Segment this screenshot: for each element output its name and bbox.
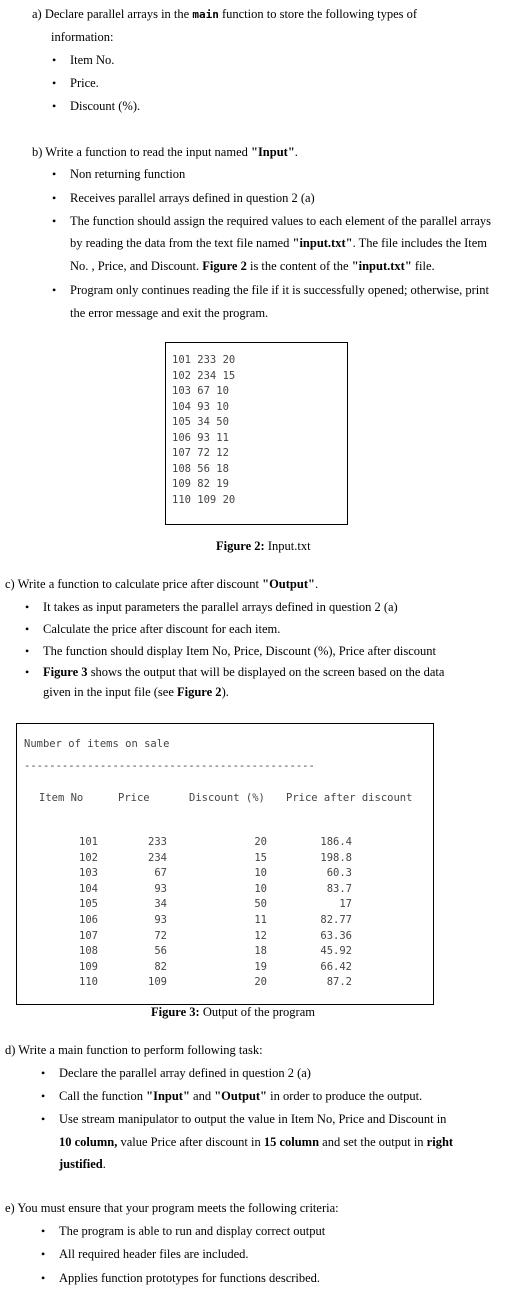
output-function-name: "Output" xyxy=(262,577,315,591)
section-e-heading: e) You must ensure that your program meets the following criteria: xyxy=(5,1201,339,1215)
list-item: Price. xyxy=(70,76,99,90)
input-line: 109 82 19 xyxy=(172,478,229,490)
bullet-icon: • xyxy=(52,167,57,181)
list-item: Use stream manipulator to output the value in Item No, Price and Discount in xyxy=(59,1112,447,1126)
text: and xyxy=(189,1089,215,1103)
text: is the content of the xyxy=(246,259,352,273)
bullet-icon: • xyxy=(41,1224,46,1238)
list-item: The function should display Item No, Price, Discount (%), Price after discount xyxy=(43,644,436,658)
cell-item-no: 103 xyxy=(79,867,98,880)
cell-price-after-discount: 17 xyxy=(339,898,352,911)
bold-text: "input.txt" xyxy=(351,259,412,273)
bold-text: Figure 3 xyxy=(43,665,88,679)
cell-price: 34 xyxy=(154,898,167,911)
output-title: Number of items on sale xyxy=(24,738,170,750)
input-line: 107 72 12 xyxy=(172,447,229,459)
list-item: Declare the parallel array defined in question 2 (a) xyxy=(59,1066,311,1080)
text: . xyxy=(314,577,319,591)
cell-discount: 20 xyxy=(254,836,267,848)
column-header-item-no: Item No xyxy=(39,792,84,804)
bullet-icon: • xyxy=(41,1066,46,1080)
cell-item-no: 101 xyxy=(79,836,98,848)
bullet-icon: • xyxy=(52,191,57,205)
list-item-continuation xyxy=(59,1157,106,1172)
cell-price-after-discount: 83.7 xyxy=(326,882,352,895)
list-item: Program only continues reading the file if it is successfully opened; otherwise, print xyxy=(70,283,490,297)
text: Call the function xyxy=(59,1089,147,1103)
section-c-heading xyxy=(5,577,318,592)
figure-2-caption xyxy=(216,539,311,554)
cell-discount: 15 xyxy=(254,851,267,864)
bullet-icon: • xyxy=(41,1271,46,1285)
text: by reading the data from the text file named xyxy=(70,236,293,250)
text: and set the output in xyxy=(319,1135,427,1149)
bullet-icon: • xyxy=(25,665,30,679)
caption-label: Figure 2: xyxy=(216,539,265,553)
separator-line: ---------------------------------------------- xyxy=(24,760,315,772)
bullet-icon: • xyxy=(25,644,30,658)
text: . The file includes the Item xyxy=(352,236,488,250)
cell-discount: 18 xyxy=(254,945,267,958)
cell-price: 72 xyxy=(154,929,167,942)
bold-text: right xyxy=(426,1135,454,1149)
column-header-price-after-discount: Price after discount xyxy=(286,792,413,804)
cell-price-after-discount: 198.8 xyxy=(320,851,352,864)
cell-discount: 11 xyxy=(254,914,267,926)
input-line: 104 93 10 xyxy=(172,401,229,413)
cell-item-no: 104 xyxy=(79,882,98,895)
cell-item-no: 106 xyxy=(79,914,98,926)
cell-price-after-discount: 82.77 xyxy=(320,914,352,926)
input-line: 103 67 10 xyxy=(172,385,229,397)
cell-price: 56 xyxy=(154,945,167,958)
cell-item-no: 109 xyxy=(79,960,98,973)
cell-price: 67 xyxy=(154,867,167,880)
caption-text: Input.txt xyxy=(264,539,311,553)
bold-text: "input.txt" xyxy=(292,236,353,250)
cell-item-no: 108 xyxy=(79,945,98,958)
text: . xyxy=(294,145,298,159)
cell-price-after-discount: 60.3 xyxy=(326,867,352,880)
list-item: The program is able to run and display correct output xyxy=(59,1224,326,1238)
list-item: Item No. xyxy=(70,53,115,67)
bullet-icon: • xyxy=(41,1112,46,1126)
bold-text: Figure 2 xyxy=(177,685,222,699)
list-item-continuation: the error message and exit the program. xyxy=(70,306,269,320)
bullet-icon: • xyxy=(52,53,57,67)
cell-price: 93 xyxy=(154,882,167,895)
main-keyword: main xyxy=(192,8,219,21)
text: in order to produce the output. xyxy=(267,1089,423,1103)
input-line: 108 56 18 xyxy=(172,463,229,475)
bullet-icon: • xyxy=(25,600,30,614)
figure-3-box xyxy=(16,723,434,1005)
column-header-discount: Discount (%) xyxy=(189,792,265,804)
text: given in the input file (see xyxy=(43,685,177,699)
cell-item-no: 110 xyxy=(79,976,98,989)
list-item: Calculate the price after discount for each item. xyxy=(43,622,281,636)
section-b-heading xyxy=(32,145,298,160)
text: No. , Price, and Discount. xyxy=(70,259,203,273)
bullet-icon: • xyxy=(52,76,57,90)
cell-price: 82 xyxy=(154,960,167,973)
bullet-icon: • xyxy=(41,1089,46,1103)
cell-discount: 50 xyxy=(254,898,267,911)
list-item: Non returning function xyxy=(70,167,186,181)
bullet-icon: • xyxy=(25,622,30,636)
text: value Price after discount in xyxy=(117,1135,264,1149)
cell-discount: 10 xyxy=(254,867,267,880)
section-a-text-2: function to store the following types of xyxy=(218,7,418,21)
bold-text: Figure 2 xyxy=(202,259,247,273)
list-item: It takes as input parameters the parallel arrays defined in question 2 (a) xyxy=(43,600,398,614)
text: file. xyxy=(411,259,435,273)
list-item-continuation xyxy=(59,1135,453,1150)
section-a-text-1: a) Declare parallel arrays in the xyxy=(32,7,193,21)
bold-text: justified xyxy=(59,1157,103,1171)
cell-discount: 20 xyxy=(254,976,267,989)
bullet-icon: • xyxy=(52,99,57,113)
cell-discount: 19 xyxy=(254,960,267,973)
list-item xyxy=(59,1089,422,1104)
column-header-price: Price xyxy=(118,792,150,804)
list-item: Discount (%). xyxy=(70,99,141,113)
caption-label: Figure 3: xyxy=(151,1005,200,1019)
list-item: All required header files are included. xyxy=(59,1247,249,1261)
input-line: 102 234 15 xyxy=(172,370,236,382)
text: b) Write a function to read the input named xyxy=(32,145,251,159)
cell-discount: 10 xyxy=(254,882,267,895)
input-line: 110 109 20 xyxy=(172,494,236,506)
bold-text: "Output" xyxy=(214,1089,268,1103)
text: c) Write a function to calculate price after discount xyxy=(5,577,263,591)
cell-price-after-discount: 87.2 xyxy=(326,976,352,989)
list-item-continuation xyxy=(43,685,229,700)
section-a-text-3: information: xyxy=(51,30,114,44)
cell-item-no: 105 xyxy=(79,898,98,911)
cell-price-after-discount: 66.42 xyxy=(320,960,352,973)
input-line: 101 233 20 xyxy=(172,354,236,366)
caption-text: Output of the program xyxy=(199,1005,315,1019)
cell-price-after-discount: 45.92 xyxy=(320,945,352,958)
text: shows the output that will be displayed on the screen based on the data xyxy=(87,665,445,679)
text: ). xyxy=(221,685,229,699)
cell-price: 233 xyxy=(148,836,167,848)
cell-price: 234 xyxy=(148,851,167,864)
list-item-continuation xyxy=(70,259,435,274)
cell-price-after-discount: 186.4 xyxy=(320,836,352,848)
figure-2-box xyxy=(165,342,348,525)
cell-item-no: 107 xyxy=(79,929,98,942)
bold-text: 10 column, xyxy=(59,1135,118,1149)
bold-text: 15 column xyxy=(263,1135,320,1149)
input-line: 105 34 50 xyxy=(172,416,229,428)
list-item: Receives parallel arrays defined in question 2 (a) xyxy=(70,191,315,205)
cell-price: 109 xyxy=(148,976,167,989)
bold-text: "Input" xyxy=(146,1089,190,1103)
bullet-icon: • xyxy=(52,283,57,297)
section-a-heading xyxy=(32,7,417,22)
cell-price: 93 xyxy=(154,914,167,926)
list-item: Applies function prototypes for functions described. xyxy=(59,1271,321,1285)
cell-discount: 12 xyxy=(254,929,267,942)
input-function-name: "Input" xyxy=(251,145,295,159)
bullet-icon: • xyxy=(52,214,57,228)
input-line: 106 93 11 xyxy=(172,432,229,444)
section-d-heading: d) Write a main function to perform following task: xyxy=(5,1043,263,1057)
figure-3-caption xyxy=(151,1005,315,1020)
text: . xyxy=(102,1157,106,1171)
bullet-icon: • xyxy=(41,1247,46,1261)
list-item-continuation xyxy=(70,236,487,251)
list-item: The function should assign the required values to each element of the parallel arrays xyxy=(70,214,492,228)
cell-item-no: 102 xyxy=(79,851,98,864)
cell-price-after-discount: 63.36 xyxy=(320,929,352,942)
list-item xyxy=(43,665,444,680)
